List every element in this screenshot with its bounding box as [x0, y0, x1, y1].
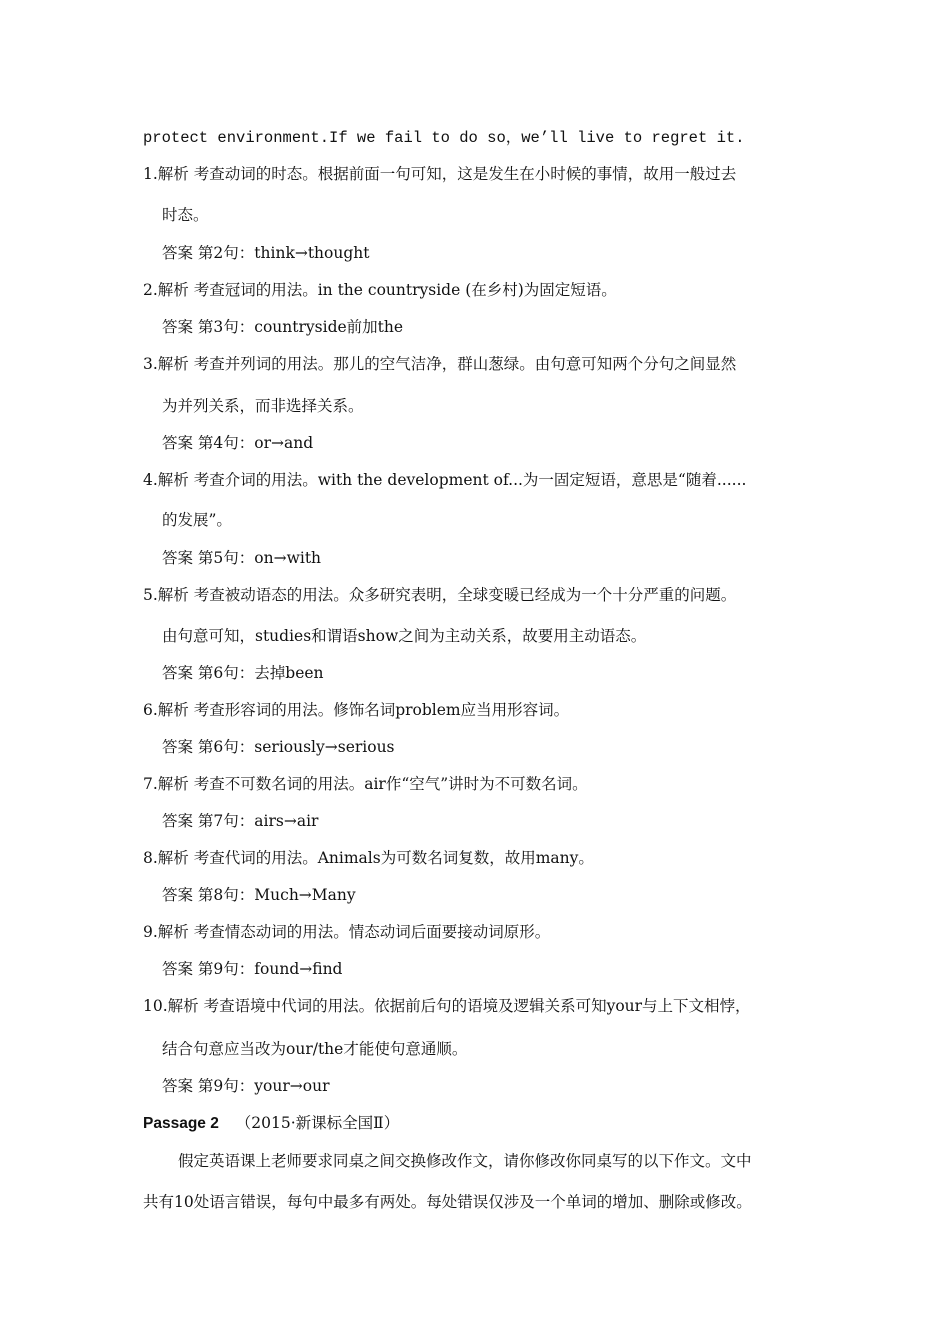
item-2-analysis: 2.解析 考查冠词的用法。in the countryside (在乡村)为固定短语。	[143, 281, 617, 299]
item-4-analysis-cont: 的发展”。	[162, 511, 232, 529]
item-8-answer: 答案 第8句：Much→Many	[162, 886, 356, 904]
item-2-answer: 答案 第3句：countryside前加the	[162, 318, 404, 336]
item-10-analysis-cont: 结合句意应当改为our/the才能使句意通顺。	[162, 1040, 468, 1058]
item-8-analysis: 8.解析 考查代词的用法。Animals为可数名词复数，故用many。	[143, 849, 594, 867]
item-1-analysis: 1.解析 考查动词的时态。根据前面一句可知，这是发生在小时候的事情，故用一般过去	[143, 165, 737, 183]
item-6-analysis: 6.解析 考查形容词的用法。修饰名词problem应当用形容词。	[143, 701, 570, 719]
item-1-analysis-cont: 时态。	[162, 206, 209, 224]
item-9-answer: 答案 第9句：found→find	[162, 960, 343, 978]
item-3-analysis: 3.解析 考查并列词的用法。那儿的空气洁净，群山葱绿。由句意可知两个分句之间显然	[143, 355, 737, 373]
item-7-analysis: 7.解析 考查不可数名词的用法。air作“空气”讲时为不可数名词。	[143, 775, 588, 793]
item-3-analysis-cont: 为并列关系，而非选择关系。	[162, 397, 364, 415]
item-6-answer: 答案 第6句：seriously→serious	[162, 738, 395, 756]
item-1-answer: 答案 第2句：think→thought	[162, 244, 370, 262]
item-10-answer: 答案 第9句：your→our	[162, 1077, 330, 1095]
item-5-analysis: 5.解析 考查被动语态的用法。众多研究表明，全球变暖已经成为一个十分严重的问题。	[143, 586, 737, 604]
item-9-analysis: 9.解析 考查情态动词的用法。情态动词后面要接动词原形。	[143, 923, 551, 941]
item-4-answer: 答案 第5句：on→with	[162, 549, 322, 567]
passage-label: Passage 2	[143, 1115, 219, 1132]
item-7-answer: 答案 第7句：airs→air	[162, 812, 319, 830]
passage-source: （2015·新课标全国Ⅱ）	[235, 1114, 400, 1132]
instructions-line-1: 假定英语课上老师要求同桌之间交换修改作文，请你修改你同桌写的以下作文。文中	[178, 1152, 752, 1170]
item-10-analysis: 10.解析 考查语境中代词的用法。依据前后句的语境及逻辑关系可知your与上下文相悖，	[143, 997, 751, 1015]
continuation-line: protect environment.If we fail to do so，we’ll live to regret it.	[143, 129, 745, 147]
item-4-analysis: 4.解析 考查介词的用法。with the development of...为一固定短语，意思是“随着......	[143, 471, 747, 489]
item-3-answer: 答案 第4句：or→and	[162, 434, 314, 452]
item-5-answer: 答案 第6句：去掉been	[162, 664, 324, 682]
passage-heading	[143, 1113, 399, 1134]
instructions-line-2: 共有10处语言错误，每句中最多有两处。每处错误仅涉及一个单词的增加、删除或修改。	[143, 1193, 752, 1211]
item-5-analysis-cont: 由句意可知，studies和谓语show之间为主动关系，故要用主动语态。	[162, 627, 647, 645]
